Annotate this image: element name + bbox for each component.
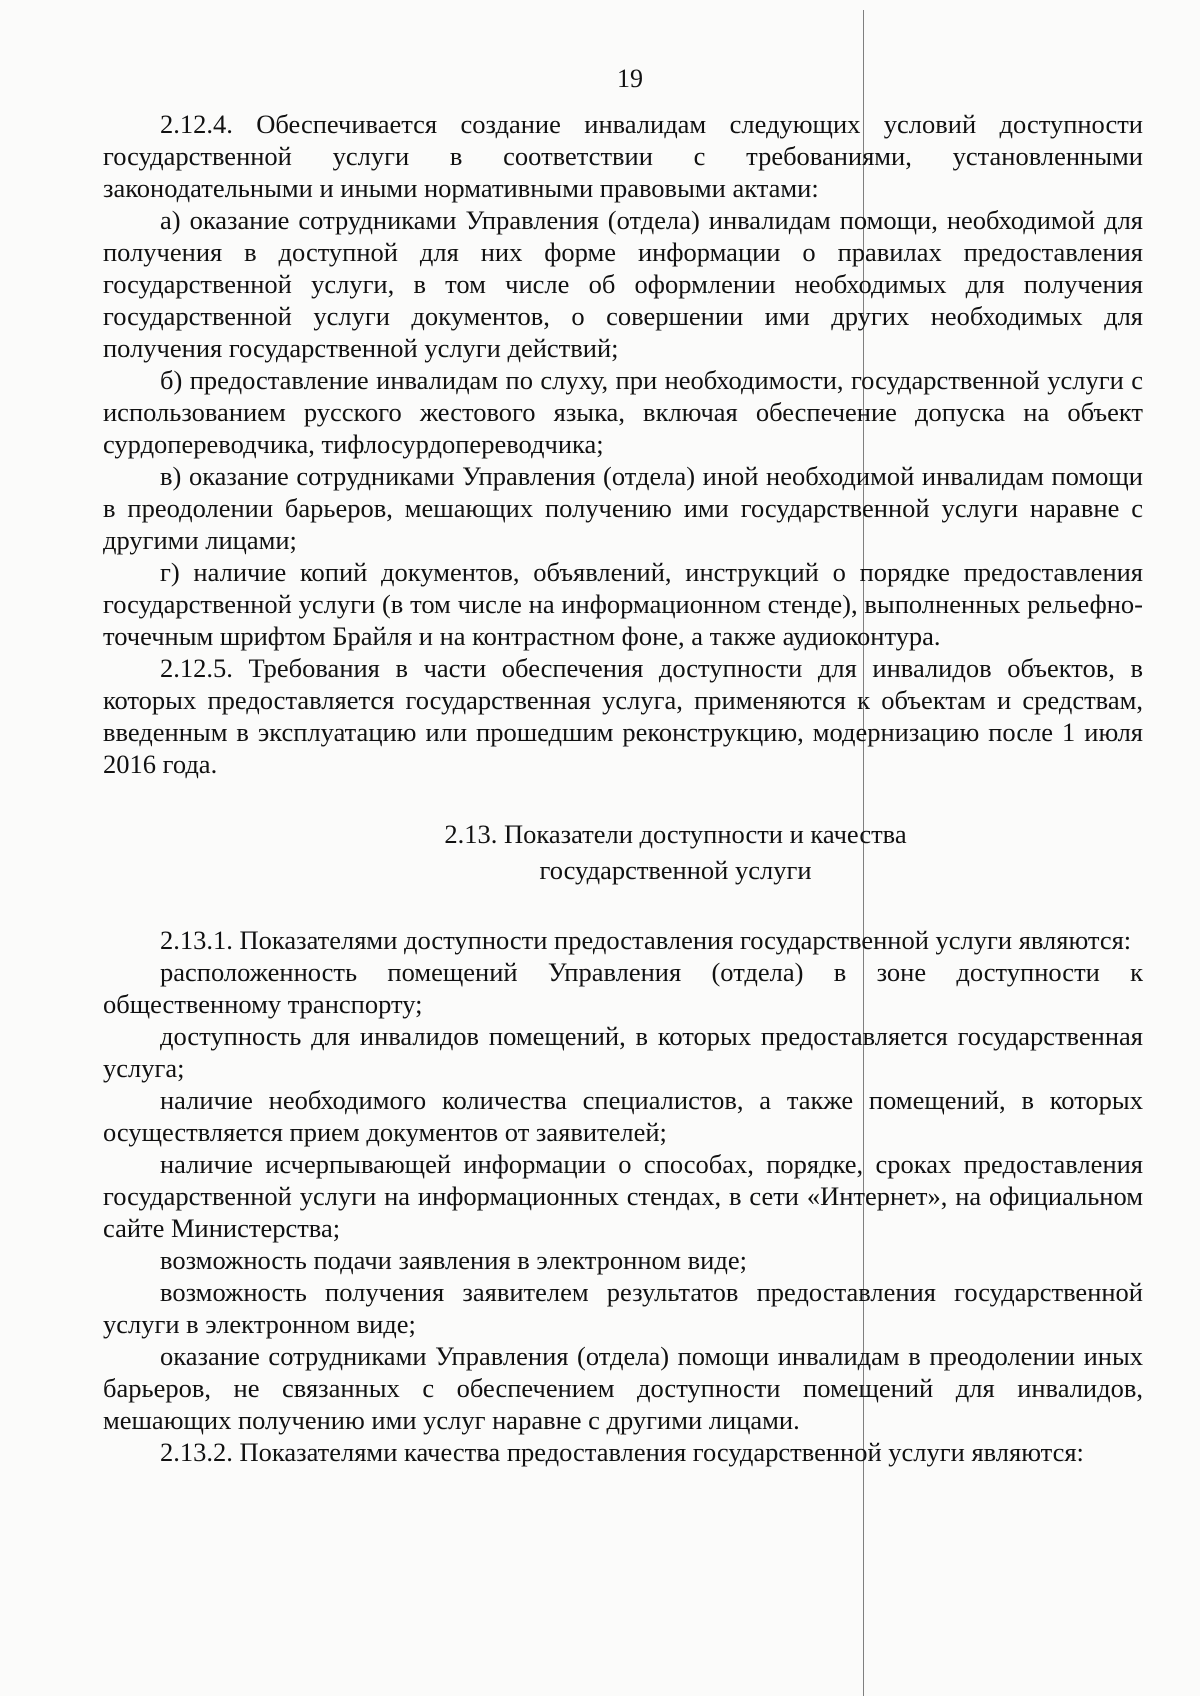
page-number: 19 [617, 64, 643, 93]
paragraph-2-12-4: 2.12.4. Обеспечивается создание инвалидам следующих условий доступности государственной услуги в соответствии с требованиями, установленными законодательными и иными нормативными правовыми актами: [103, 109, 1143, 203]
paragraph-2-12-5: 2.12.5. Требования в части обеспечения доступности для инвалидов объектов, в которых предоставляется государственная услуга, применяются к объектам и средствам, введенным в эксплуатацию или прошедшим реконструкцию, модернизацию после 1 июля 2016 года. [103, 653, 1143, 779]
section-heading-line-2: государственной услуги [539, 855, 812, 885]
section-heading-2-13 [103, 816, 1143, 888]
indicator-item: наличие необходимого количества специалистов, а также помещений, в которых осуществляется прием документов от заявителей; [103, 1085, 1143, 1147]
list-item-v: в) оказание сотрудниками Управления (отдела) иной необходимой инвалидам помощи в преодолении барьеров, мешающих получению ими государственной услуги наравне с другими лицами; [103, 461, 1143, 555]
paragraph-2-13-2: 2.13.2. Показателями качества предоставления государственной услуги являются: [160, 1437, 1084, 1467]
indicator-item: возможность получения заявителем результатов предоставления государственной услуги в электронном виде; [103, 1277, 1143, 1339]
paragraph-2-13-1: 2.13.1. Показателями доступности предоставления государственной услуги являются: [160, 925, 1132, 955]
indicator-item: доступность для инвалидов помещений, в которых предоставляется государственная услуга; [103, 1021, 1143, 1083]
list-item-b: б) предоставление инвалидам по слуху, при необходимости, государственной услуги с использованием русского жестового языка, включая обеспечение допуска на объект сурдопереводчика, тифлосурдопереводчика; [103, 365, 1143, 459]
list-item-g: г) наличие копий документов, объявлений, инструкций о порядке предоставления государственной услуги (в том числе на информационном стенде), выполненных рельефно-точечным шрифтом Брайля и на контрастном фоне, а также аудиоконтура. [103, 557, 1143, 651]
indicator-item: наличие исчерпывающей информации о способах, порядке, сроках предоставления государственной услуги на информационных стендах, в сети «Интернет», на официальном сайте Министерства; [103, 1149, 1143, 1243]
section-heading-line-1: 2.13. Показатели доступности и качества [444, 819, 907, 849]
indicator-item: оказание сотрудниками Управления (отдела) помощи инвалидам в преодолении иных барьеров, не связанных с обеспечением доступности помещений для инвалидов, мешающих получению ими услуг наравне с другими лицами. [103, 1341, 1143, 1435]
document-body [103, 108, 1143, 1468]
list-item-a: а) оказание сотрудниками Управления (отдела) инвалидам помощи, необходимой для получения в доступной для них форме информации о правилах предоставления государственной услуги, в том числе об оформлении необходимых для получения государственной услуги документов, о совершении ими других необходимых для получения государственной услуги действий; [103, 205, 1143, 363]
indicator-item: расположенность помещений Управления (отдела) в зоне доступности к общественному транспорту; [103, 957, 1143, 1019]
indicator-item: возможность подачи заявления в электронном виде; [160, 1245, 747, 1275]
